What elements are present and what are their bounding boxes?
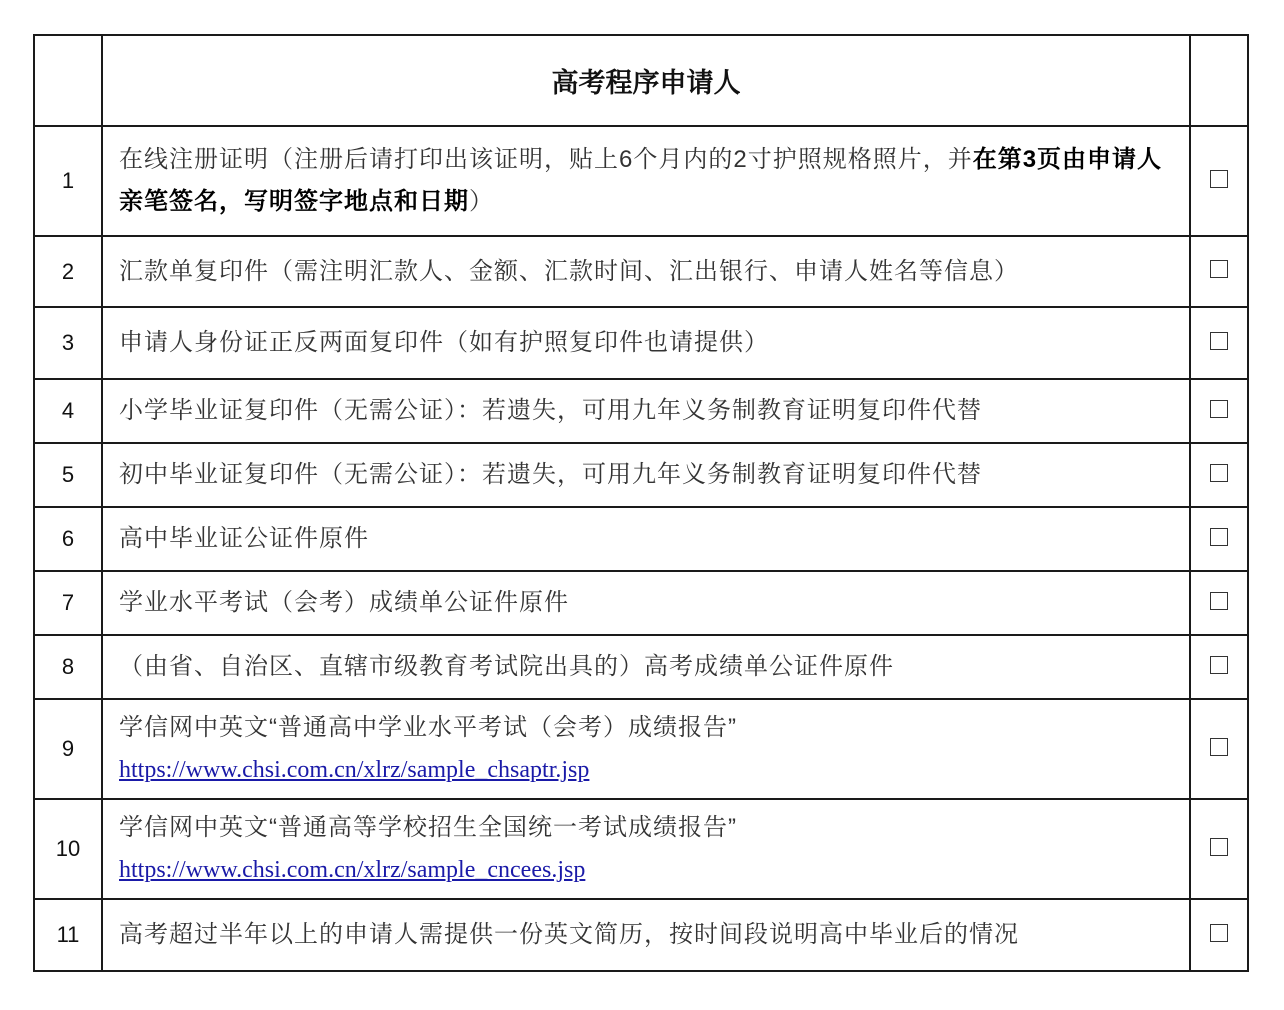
item-number: 7 bbox=[34, 571, 102, 635]
table-row bbox=[34, 236, 1248, 307]
item-description bbox=[102, 507, 1190, 571]
item-text: 汇款单复印件（需注明汇款人、金额、汇款时间、汇出银行、申请人姓名等信息） bbox=[119, 257, 1019, 285]
item-description bbox=[102, 799, 1190, 899]
table-row bbox=[34, 443, 1248, 507]
checkbox[interactable] bbox=[1210, 464, 1228, 482]
table-row bbox=[34, 899, 1248, 971]
checkbox[interactable] bbox=[1210, 528, 1228, 546]
item-text: 高中毕业证公证件原件 bbox=[119, 525, 369, 552]
item-text: 高考超过半年以上的申请人需提供一份英文简历，按时间段说明高中毕业后的情况 bbox=[119, 921, 1019, 948]
checkbox[interactable] bbox=[1210, 656, 1228, 674]
item-text: 申请人身份证正反两面复印件（如有护照复印件也请提供） bbox=[119, 329, 769, 356]
item-description bbox=[102, 236, 1190, 307]
checkbox-cell bbox=[1190, 443, 1248, 507]
table-title: 高考程序申请人 bbox=[102, 35, 1190, 126]
checkbox-cell bbox=[1190, 379, 1248, 443]
checkbox-cell bbox=[1190, 307, 1248, 379]
item-description bbox=[102, 126, 1190, 236]
table-row bbox=[34, 571, 1248, 635]
table-row bbox=[34, 379, 1248, 443]
item-text: 学信网中英文“普通高中学业水平考试（会考）成绩报告” bbox=[119, 714, 737, 741]
item-description bbox=[102, 307, 1190, 379]
item-number: 2 bbox=[34, 236, 102, 307]
item-text: 在线注册证明（注册后请打印出该证明，贴上6个月内的2寸护照规格照片，并 bbox=[119, 146, 973, 173]
item-number: 5 bbox=[34, 443, 102, 507]
checkbox-cell bbox=[1190, 126, 1248, 236]
table-row bbox=[34, 507, 1248, 571]
checkbox[interactable] bbox=[1210, 838, 1228, 856]
table-row bbox=[34, 635, 1248, 699]
checkbox[interactable] bbox=[1210, 592, 1228, 610]
checkbox[interactable] bbox=[1210, 400, 1228, 418]
header-row bbox=[34, 35, 1248, 126]
item-description bbox=[102, 899, 1190, 971]
item-number: 3 bbox=[34, 307, 102, 379]
checklist-table bbox=[33, 34, 1249, 972]
checkbox[interactable] bbox=[1210, 170, 1228, 188]
item-text-tail: ） bbox=[469, 188, 494, 215]
sample-link[interactable]: https://www.chsi.com.cn/xlrz/sample_chsaptr.jsp bbox=[119, 757, 590, 783]
item-number: 8 bbox=[34, 635, 102, 699]
item-text: 小学毕业证复印件（无需公证）：若遗失，可用九年义务制教育证明复印件代替 bbox=[119, 397, 982, 424]
item-text: 学业水平考试（会考）成绩单公证件原件 bbox=[119, 589, 569, 616]
item-number: 6 bbox=[34, 507, 102, 571]
checkbox[interactable] bbox=[1210, 260, 1228, 278]
sample-link[interactable]: https://www.chsi.com.cn/xlrz/sample_cncees.jsp bbox=[119, 857, 586, 883]
checkbox-cell bbox=[1190, 799, 1248, 899]
item-text: （由省、自治区、直辖市级教育考试院出具的）高考成绩单公证件原件 bbox=[119, 653, 894, 680]
header-empty-cell bbox=[34, 35, 102, 126]
checkbox[interactable] bbox=[1210, 924, 1228, 942]
checkbox-cell bbox=[1190, 236, 1248, 307]
item-description bbox=[102, 571, 1190, 635]
item-number: 11 bbox=[34, 899, 102, 971]
item-bold-text: 在第3页由申请人亲笔签名，写明签字地点和日期 bbox=[119, 146, 1163, 215]
item-description bbox=[102, 443, 1190, 507]
checkbox-cell bbox=[1190, 571, 1248, 635]
item-number: 1 bbox=[34, 126, 102, 236]
item-number: 9 bbox=[34, 699, 102, 799]
item-text: 学信网中英文“普通高等学校招生全国统一考试成绩报告” bbox=[119, 814, 737, 841]
checkbox-cell bbox=[1190, 899, 1248, 971]
checkbox-cell bbox=[1190, 699, 1248, 799]
item-description bbox=[102, 379, 1190, 443]
checkbox-cell bbox=[1190, 507, 1248, 571]
item-text: 初中毕业证复印件（无需公证）：若遗失，可用九年义务制教育证明复印件代替 bbox=[119, 461, 982, 488]
table-row bbox=[34, 699, 1248, 799]
table-row bbox=[34, 126, 1248, 236]
item-number: 4 bbox=[34, 379, 102, 443]
checkbox[interactable] bbox=[1210, 738, 1228, 756]
item-description bbox=[102, 635, 1190, 699]
header-empty-cell bbox=[1190, 35, 1248, 126]
item-number: 10 bbox=[34, 799, 102, 899]
item-description bbox=[102, 699, 1190, 799]
checkbox-cell bbox=[1190, 635, 1248, 699]
table-row bbox=[34, 799, 1248, 899]
checkbox[interactable] bbox=[1210, 332, 1228, 350]
table-row bbox=[34, 307, 1248, 379]
